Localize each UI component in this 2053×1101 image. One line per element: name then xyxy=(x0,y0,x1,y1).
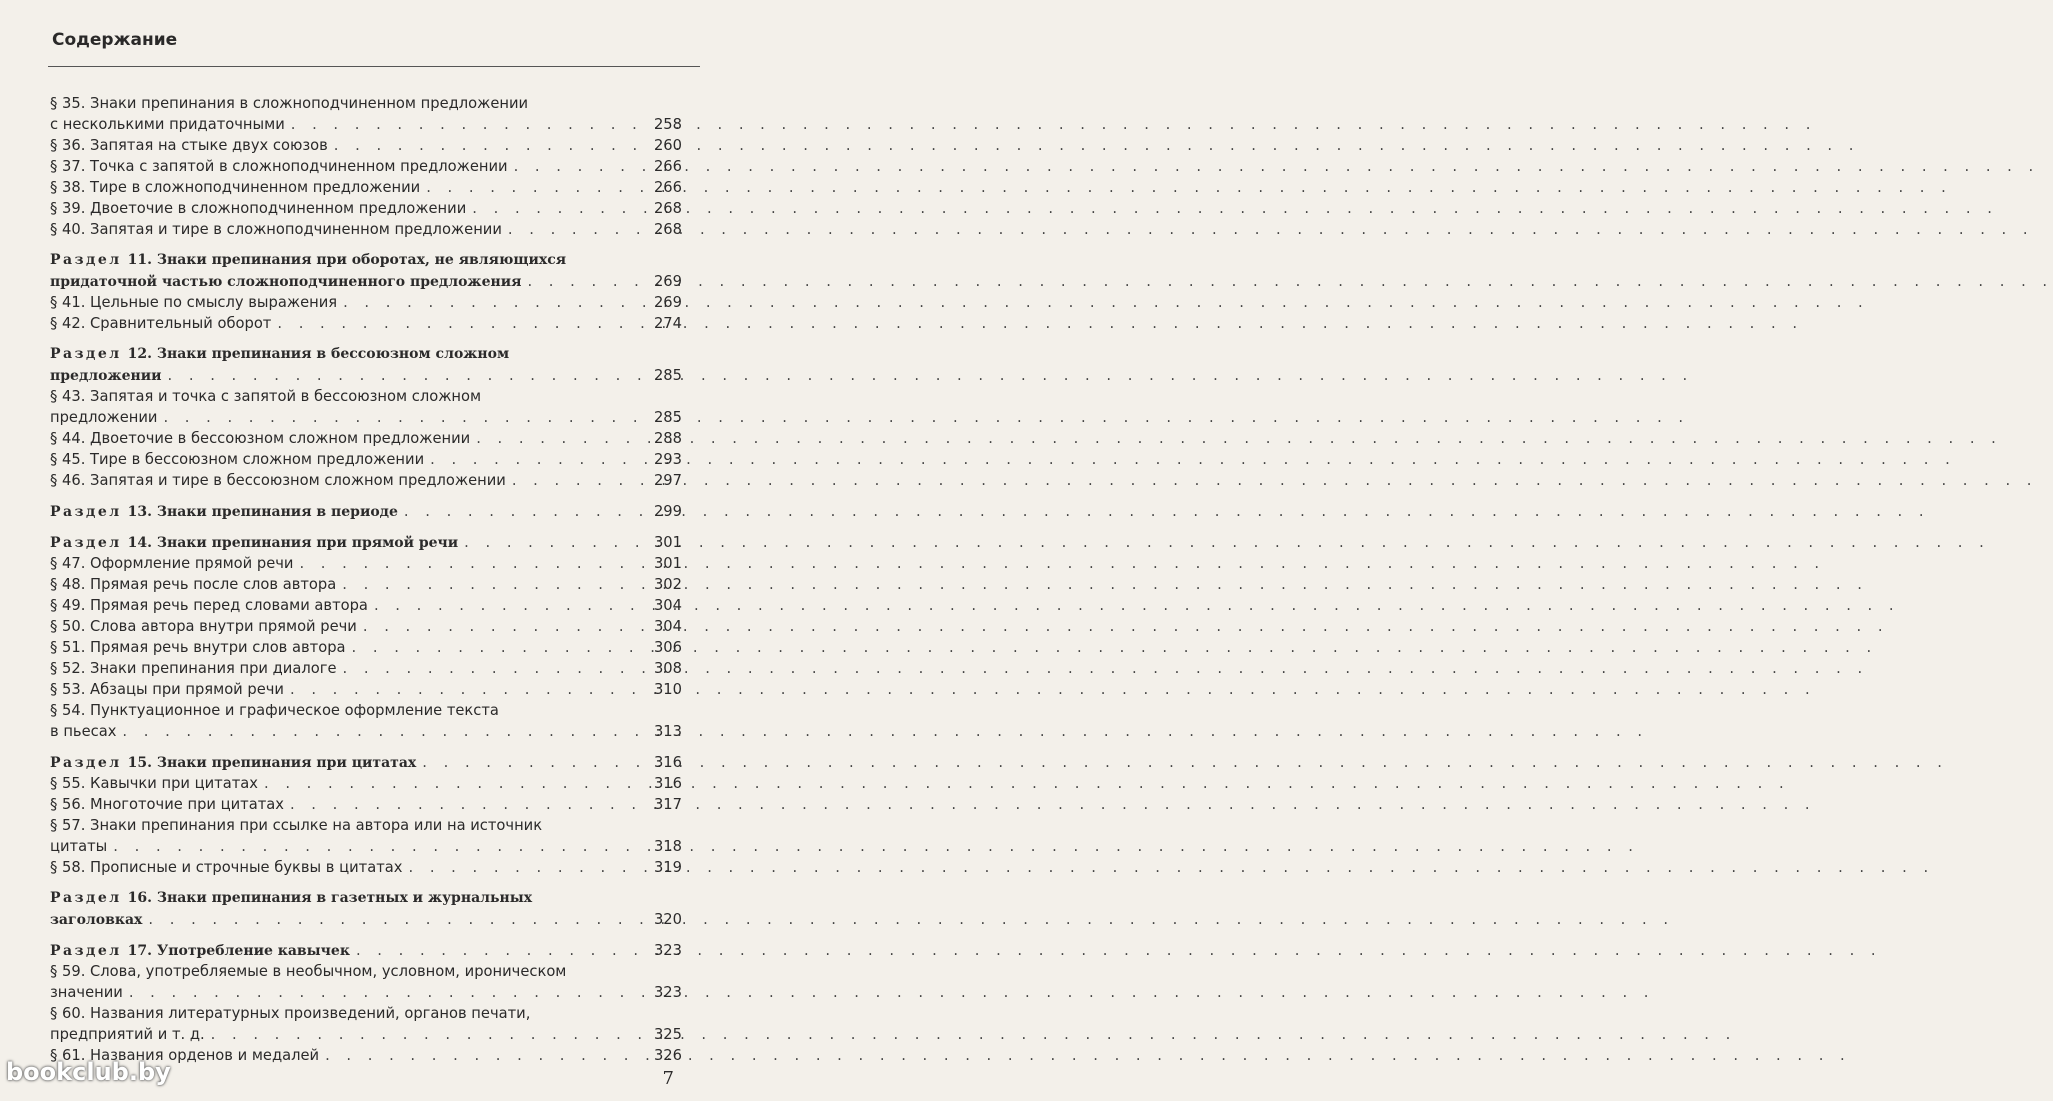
dot-leader xyxy=(271,313,640,334)
dot-leader xyxy=(157,407,640,428)
entry-title xyxy=(50,658,336,679)
page-ref: 304 xyxy=(653,618,682,635)
section-spacer xyxy=(50,334,682,344)
entry-text: предложении xyxy=(50,409,158,426)
entry-title xyxy=(50,428,470,449)
section-spacer xyxy=(50,930,682,940)
toc-entry-line xyxy=(50,177,682,198)
entry-title xyxy=(50,553,293,574)
toc-section-line xyxy=(50,532,682,553)
entry-text: § 42. Сравнительный оборот xyxy=(50,315,272,332)
entry-text: § 55. Кавычки при цитатах xyxy=(50,775,258,792)
entry-title xyxy=(50,470,506,491)
toc-entry-line xyxy=(50,449,682,470)
entry-text: § 50. Слова автора внутри прямой речи xyxy=(50,618,357,635)
toc-entry-line xyxy=(50,836,682,857)
entry-title xyxy=(50,574,336,595)
entry-text: § 57. Знаки препинания при ссылке на автора или на источник xyxy=(50,817,543,834)
toc-entry-line xyxy=(50,313,682,334)
entry-text: § 43. Запятая и точка с запятой в бессоюзном сложном xyxy=(50,388,482,405)
dot-leader xyxy=(336,658,640,679)
dot-leader xyxy=(336,574,640,595)
section-spacer xyxy=(50,522,682,532)
toc-entry-line xyxy=(50,470,682,491)
entry-text: § 38. Тире в сложноподчиненном предложении xyxy=(50,179,421,196)
page-ref: 310 xyxy=(653,681,682,698)
dot-leader xyxy=(502,219,640,240)
entry-title xyxy=(50,198,466,219)
dot-leader xyxy=(470,428,640,449)
toc-entry-line xyxy=(50,93,682,114)
section-spacer xyxy=(50,878,682,888)
toc-entry-line xyxy=(50,595,682,616)
page-ref: 306 xyxy=(653,639,682,656)
page-ref: 302 xyxy=(653,576,682,593)
dot-leader xyxy=(416,752,640,773)
entry-text: § 37. Точка с запятой в сложноподчиненном предложении xyxy=(50,158,508,175)
section-title xyxy=(50,941,350,962)
dot-leader xyxy=(116,721,640,742)
dot-leader xyxy=(205,1024,640,1045)
toc-entry-line xyxy=(50,553,682,574)
section-title xyxy=(50,910,142,931)
entry-title xyxy=(50,177,420,198)
toc-entry-line xyxy=(50,1024,682,1045)
entry-text: § 53. Абзацы при прямой речи xyxy=(50,681,284,698)
toc-section-line xyxy=(50,501,682,522)
page-ref: 269 xyxy=(653,294,682,311)
page-ref: 325 xyxy=(653,1026,682,1043)
entry-title xyxy=(50,982,123,1003)
dot-leader xyxy=(107,836,640,857)
entry-text: § 58. Прописные и строчные буквы в цитатах xyxy=(50,859,403,876)
entry-title xyxy=(50,292,337,313)
dot-leader xyxy=(258,773,640,794)
section-title xyxy=(50,533,458,554)
page-ref: 313 xyxy=(653,723,682,740)
toc-entry-line xyxy=(50,857,682,878)
section-label: Раздел xyxy=(50,252,122,268)
section-title xyxy=(50,250,566,271)
entry-title xyxy=(50,386,481,407)
toc-section-line xyxy=(50,940,682,961)
entry-title xyxy=(50,857,402,878)
entry-text: в пьесах xyxy=(50,723,117,740)
entry-title xyxy=(50,616,357,637)
page-ref: 318 xyxy=(653,838,682,855)
entry-text: § 60. Названия литературных произведений, органов печати, xyxy=(50,1005,531,1022)
entry-text: 11. Знаки препинания при оборотах, не являющихся xyxy=(127,252,567,268)
page-ref: 285 xyxy=(653,367,682,384)
toc-entry-line xyxy=(50,219,682,240)
entry-title xyxy=(50,637,346,658)
dot-leader xyxy=(466,198,640,219)
entry-text: § 47. Оформление прямой речи xyxy=(50,555,294,572)
entry-text: предприятий и т. д. xyxy=(50,1026,205,1043)
entry-text: § 45. Тире в бессоюзном сложном предложении xyxy=(50,451,425,468)
toc-entry-line xyxy=(50,198,682,219)
page-ref: 326 xyxy=(653,1047,682,1064)
entry-text: с несколькими придаточными xyxy=(50,116,285,133)
section-title xyxy=(50,888,532,909)
entry-title xyxy=(50,219,502,240)
toc-section-line xyxy=(50,344,682,365)
section-label: Раздел xyxy=(50,890,122,906)
dot-leader xyxy=(142,909,640,930)
section-title xyxy=(50,502,398,523)
toc-entry-line xyxy=(50,574,682,595)
section-title xyxy=(50,753,416,774)
entry-title xyxy=(50,679,284,700)
dot-leader xyxy=(420,177,640,198)
toc-entry-line xyxy=(50,428,682,449)
dot-leader xyxy=(458,532,640,553)
entry-text: § 61. Названия орденов и медалей xyxy=(50,1047,320,1064)
entry-title xyxy=(50,407,157,428)
entry-text: придаточной частью сложноподчиненного предложения xyxy=(50,274,522,290)
entry-text: значении xyxy=(50,984,123,1001)
entry-text: § 41. Цельные по смыслу выражения xyxy=(50,294,338,311)
page-ref: 316 xyxy=(653,775,682,792)
dot-leader xyxy=(284,679,640,700)
dot-leader xyxy=(337,292,640,313)
entry-text: § 40. Запятая и тире в сложноподчиненном предложении xyxy=(50,221,502,238)
toc-entry-line xyxy=(50,114,682,135)
entry-text: § 39. Двоеточие в сложноподчиненном предложении xyxy=(50,200,467,217)
section-spacer xyxy=(50,491,682,501)
toc-entry-line xyxy=(50,815,682,836)
dot-leader xyxy=(346,637,640,658)
toc-entry-line xyxy=(50,156,682,177)
entry-title xyxy=(50,700,499,721)
entry-text: § 44. Двоеточие в бессоюзном сложном предложении xyxy=(50,430,471,447)
toc-entry-line xyxy=(50,773,682,794)
dot-leader xyxy=(285,114,640,135)
page-ref: 268 xyxy=(653,200,682,217)
entry-title xyxy=(50,449,424,470)
dot-leader xyxy=(398,501,640,522)
entry-text: § 49. Прямая речь перед словами автора xyxy=(50,597,368,614)
entry-text: 13. Знаки препинания в периоде xyxy=(127,504,398,520)
entry-text: заголовках xyxy=(50,912,143,928)
toc-entry-line xyxy=(50,616,682,637)
toc-entry-line xyxy=(50,135,682,156)
running-header: Содержание xyxy=(52,30,178,50)
page-ref: 323 xyxy=(653,942,682,959)
entry-text: § 48. Прямая речь после слов автора xyxy=(50,576,337,593)
entry-text: § 52. Знаки препинания при диалоге xyxy=(50,660,337,677)
toc-entry-line xyxy=(50,1003,682,1024)
entry-text: предложении xyxy=(50,368,162,384)
entry-text: 14. Знаки препинания при прямой речи xyxy=(127,535,459,551)
toc-entry-line xyxy=(50,637,682,658)
page-ref: 258 xyxy=(653,116,682,133)
entry-title xyxy=(50,836,107,857)
dot-leader xyxy=(293,553,640,574)
toc-entry-line xyxy=(50,407,682,428)
page-ref: 268 xyxy=(653,221,682,238)
toc-entry-line xyxy=(50,292,682,313)
watermark-logo: bookclub.by xyxy=(6,1058,171,1086)
toc-section-line xyxy=(50,888,682,909)
toc-section-line xyxy=(50,909,682,930)
page-ref: 316 xyxy=(653,754,682,771)
section-title xyxy=(50,366,162,387)
section-label: Раздел xyxy=(50,943,122,959)
page-ref: 304 xyxy=(653,597,682,614)
dot-leader xyxy=(357,616,640,637)
dot-leader xyxy=(328,135,640,156)
toc-section-line xyxy=(50,250,682,271)
toc-entry-line xyxy=(50,386,682,407)
dot-leader xyxy=(402,857,640,878)
entry-text: § 35. Знаки препинания в сложноподчиненном предложении xyxy=(50,95,529,112)
page-ref: 308 xyxy=(653,660,682,677)
entry-text: 16. Знаки препинания в газетных и журнальных xyxy=(127,890,533,906)
entry-title xyxy=(50,1003,530,1024)
dot-leader xyxy=(123,982,640,1003)
page-number: 7 xyxy=(662,1068,674,1089)
entry-text: 15. Знаки препинания при цитатах xyxy=(127,755,417,771)
section-title xyxy=(50,344,509,365)
entry-text: § 51. Прямая речь внутри слов автора xyxy=(50,639,346,656)
page-ref: 323 xyxy=(653,984,682,1001)
page-ref: 274 xyxy=(653,315,682,332)
toc-entry-line xyxy=(50,700,682,721)
table-of-contents xyxy=(50,93,682,1066)
page-ref: 288 xyxy=(653,430,682,447)
entry-title xyxy=(50,794,284,815)
dot-leader xyxy=(424,449,640,470)
entry-title xyxy=(50,93,528,114)
section-spacer xyxy=(50,240,682,250)
entry-text: 12. Знаки препинания в бессоюзном сложном xyxy=(127,346,510,362)
section-label: Раздел xyxy=(50,504,122,520)
entry-title xyxy=(50,815,542,836)
page-ref: 266 xyxy=(653,179,682,196)
section-label: Раздел xyxy=(50,755,122,771)
page-ref: 319 xyxy=(653,859,682,876)
entry-text: § 54. Пунктуационное и графическое оформление текста xyxy=(50,702,499,719)
toc-entry-line xyxy=(50,721,682,742)
entry-title xyxy=(50,773,258,794)
section-label: Раздел xyxy=(50,346,122,362)
entry-text: § 36. Запятая на стыке двух союзов xyxy=(50,137,328,154)
page-ref: 269 xyxy=(653,273,682,290)
page-ref: 297 xyxy=(653,472,682,489)
section-title xyxy=(50,272,521,293)
entry-title xyxy=(50,135,328,156)
page-ref: 285 xyxy=(653,409,682,426)
page-ref: 317 xyxy=(653,796,682,813)
dot-leader xyxy=(162,365,640,386)
toc-entry-line xyxy=(50,794,682,815)
dot-leader xyxy=(506,470,640,491)
header-divider xyxy=(48,66,700,67)
entry-title xyxy=(50,1024,205,1045)
entry-text: 17. Употребление кавычек xyxy=(127,943,350,959)
entry-title xyxy=(50,961,566,982)
page-ref: 299 xyxy=(653,503,682,520)
entry-text: § 59. Слова, употребляемые в необычном, условном, ироническом xyxy=(50,963,567,980)
toc-section-line xyxy=(50,365,682,386)
page-ref: 266 xyxy=(653,158,682,175)
entry-text: цитаты xyxy=(50,838,108,855)
section-label: Раздел xyxy=(50,535,122,551)
toc-section-line xyxy=(50,271,682,292)
entry-text: § 56. Многоточие при цитатах xyxy=(50,796,284,813)
dot-leader xyxy=(508,156,640,177)
entry-text: § 46. Запятая и тире в бессоюзном сложном предложении xyxy=(50,472,506,489)
toc-entry-line xyxy=(50,658,682,679)
entry-title xyxy=(50,114,285,135)
page-ref: 320 xyxy=(653,911,682,928)
dot-leader xyxy=(284,794,640,815)
entry-title xyxy=(50,721,116,742)
entry-title xyxy=(50,313,271,334)
dot-leader xyxy=(368,595,640,616)
toc-entry-line xyxy=(50,982,682,1003)
toc-section-line xyxy=(50,752,682,773)
page-ref: 301 xyxy=(653,534,682,551)
page-ref: 260 xyxy=(653,137,682,154)
page-ref: 301 xyxy=(653,555,682,572)
dot-leader xyxy=(521,271,640,292)
toc-entry-line xyxy=(50,961,682,982)
entry-title xyxy=(50,595,368,616)
dot-leader xyxy=(319,1045,640,1066)
toc-entry-line xyxy=(50,679,682,700)
dot-leader xyxy=(350,940,640,961)
page-ref: 293 xyxy=(653,451,682,468)
section-spacer xyxy=(50,742,682,752)
entry-title xyxy=(50,156,508,177)
